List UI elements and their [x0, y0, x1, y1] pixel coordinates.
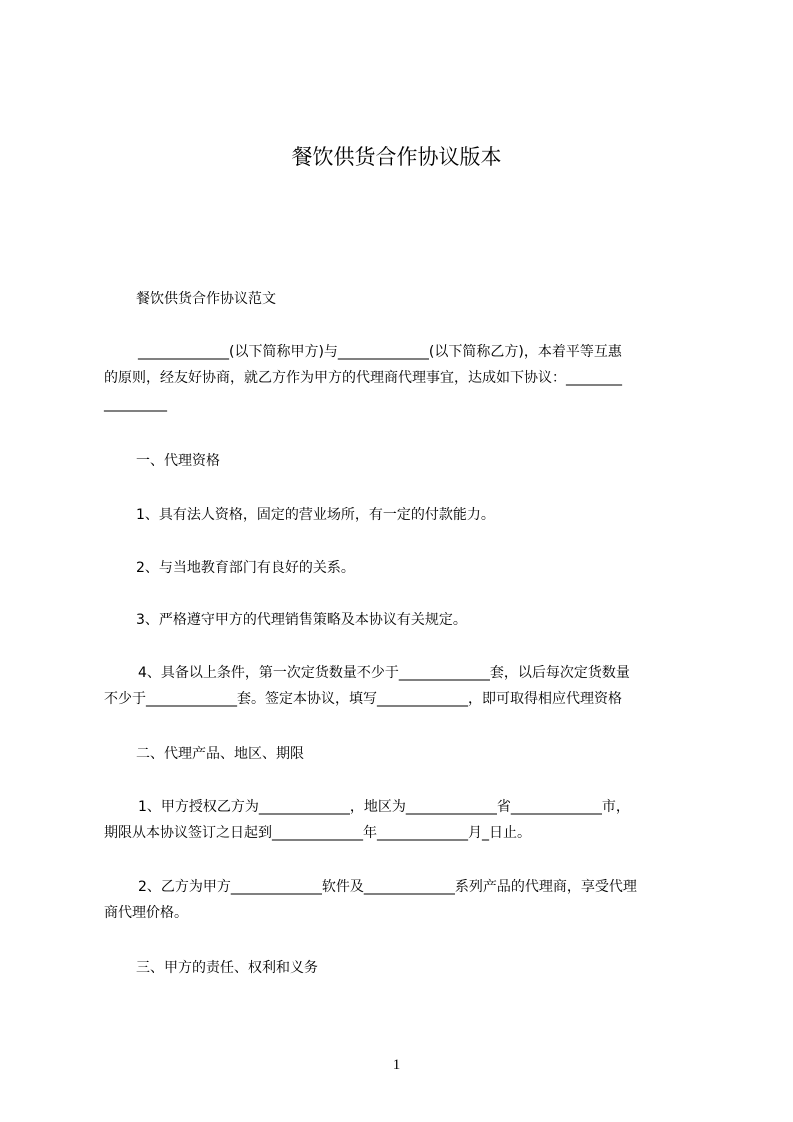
intro-line-3: _________ — [104, 396, 167, 412]
section-2-item-2 — [104, 874, 708, 926]
subtitle-text: 餐饮供货合作协议范文 — [136, 291, 276, 307]
section-1-heading — [104, 448, 740, 474]
section-2-heading-text: 二、代理产品、地区、期限 — [136, 746, 304, 762]
section-2-item-1-line-1: 1、甲方授权乙方为_____________，地区为_____________省_____________市， — [138, 799, 630, 815]
section-1-item-3-text: 3、严格遵守甲方的代理销售策略及本协议有关规定。 — [136, 612, 467, 628]
section-1-item-3 — [104, 607, 740, 633]
section-1-item-4-line-1: 4、具备以上条件，第一次定货数量不少于_____________套，以后每次定货数量 — [138, 665, 630, 681]
intro-line-1: _____________(以下简称甲方)与_____________(以下简称乙方)，本着平等互惠 — [138, 344, 622, 360]
section-3-heading — [104, 955, 740, 981]
section-2-item-2-line-1: 2、乙方为甲方_____________软件及_____________系列产品的代理商，享受代理 — [138, 879, 637, 895]
section-1-item-4 — [104, 660, 708, 712]
intro-paragraph — [104, 339, 708, 417]
intro-line-2: 的原则，经友好协商，就乙方作为甲方的代理商代理事宜，达成如下协议：________ — [104, 370, 622, 386]
section-1-item-1 — [104, 502, 740, 528]
document-title: 餐饮供货合作协议版本 — [291, 145, 502, 169]
section-2-heading — [104, 741, 740, 767]
section-2-item-1-line-2: 期限从本协议签订之日起到_____________年_____________月_日止。 — [104, 825, 531, 841]
section-2-item-1 — [104, 794, 708, 846]
section-3-heading-text: 三、甲方的责任、权利和义务 — [136, 960, 318, 976]
section-2-item-2-line-2: 商代理价格。 — [104, 905, 188, 921]
section-1-item-2-text: 2、与当地教育部门有良好的关系。 — [136, 560, 355, 576]
section-1-item-4-line-2: 不少于_____________套。签定本协议，填写_____________，即可取得相应代理资格 — [104, 691, 622, 707]
section-1-heading-text: 一、代理资格 — [136, 453, 220, 469]
page-number: 1 — [392, 1057, 401, 1073]
document-subtitle — [104, 286, 740, 312]
section-1-item-1-text: 1、具有法人资格，固定的营业场所，有一定的付款能力。 — [136, 507, 495, 523]
section-1-item-2 — [104, 555, 740, 581]
